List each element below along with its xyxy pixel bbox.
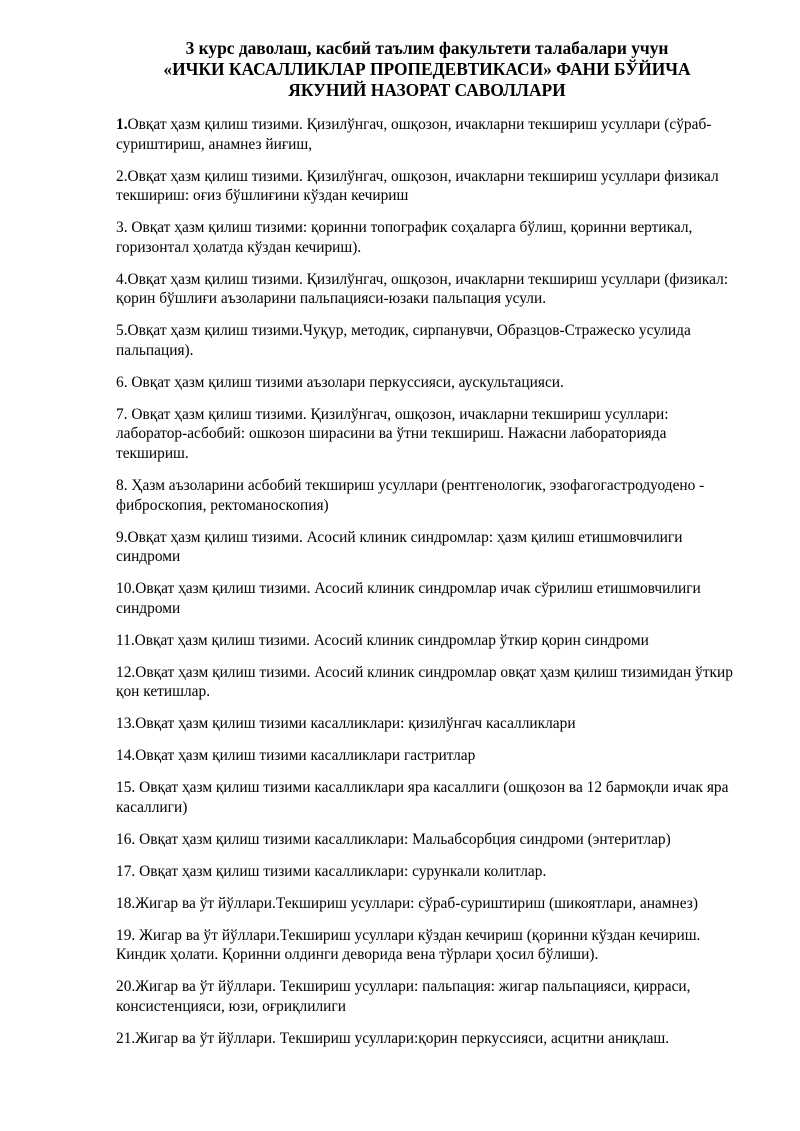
question-text: Овқат ҳазм қилиш тизими. Қизилўнгач, ошқозон, ичакларни текшириш усуллари (физикал: қорин бўшлиғи аъзоларини пальпацияси-юзаки пальпация усули. [116,270,729,308]
question-text: Овқат ҳазм қилиш тизими.Чуқур, методик, сирпанувчи, Образцов-Стражеско усулида пальпация). [116,322,691,359]
question-item [116,218,738,257]
question-text: Овқат ҳазм қилиш тизими. Қизилўнгач, ошқозон, ичакларни текшириш усуллари: лаборатор-асбобий: ошкозон ширасини ва ўтни текшириш. Нажасни лабораторияда текшириш. [116,405,669,463]
question-item [116,894,738,914]
question-number: 12. [116,663,136,681]
question-number: 2. [116,167,128,185]
question-item [116,977,738,1016]
question-text: Жигар ва ўт йўллари. Текшириш усуллари:қорин перкуссияси, асцитни аниқлаш. [135,1030,670,1047]
question-text: Овқат ҳазм қилиш тизими. Асосий клиник синдромлар ичак сўрилиш етишмовчилиги синдроми [116,580,701,617]
question-number: 7. [116,405,132,423]
question-text: Овқат ҳазм қилиш тизими. Асосий клиник синдромлар овқат ҳазм қилиш тизимидан ўткир қон кетишлар. [116,663,733,701]
question-number: 9. [116,528,128,546]
question-text: Жигар ва ўт йўллари. Текшириш усуллари: пальпация: жигар пальпацияси, қирраси, консистенцияси, юзи, оғриқлилиги [116,978,691,1016]
question-item [116,862,738,882]
question-number: 15. [116,779,140,797]
question-item [116,321,738,360]
question-number: 21. [116,1030,136,1047]
question-item [116,778,738,817]
question-number: 4. [116,270,128,288]
question-text: Овқат ҳазм қилиш тизими касалликлари гастритлар [135,747,476,765]
question-text: Овқат ҳазм қилиш тизими. Асосий клиник синдромлар: ҳазм қилиш етишмовчилиги синдроми [116,528,683,566]
question-text: Овқат ҳазм қилиш тизими касалликлари: қизилўнгач касалликлари [135,715,576,733]
question-text: Овқат ҳазм қилиш тизими. Қизилўнгач, ошқозон, ичакларни текшириш усуллари (сўраб-суриштириш, анамнез йиғиш, [116,116,712,153]
question-item [116,270,738,309]
question-number: 18. [116,894,136,912]
question-text: Овқат ҳазм қилиш тизими: қоринни топографик соҳаларга бўлиш, қоринни вертикал, горизонтал ҳолатда кўздан кечириш). [116,219,693,256]
question-number: 8. [116,477,132,495]
question-item [116,528,738,567]
question-number: 19. [116,926,140,944]
question-item [116,926,738,965]
question-number: 20. [116,978,136,996]
question-text: Овқат ҳазм қилиш тизими касалликлари: Мальабсорбция синдроми (энтеритлар) [139,830,671,848]
question-item [116,115,738,154]
question-text: Жигар ва ўт йўллари.Текшириш усуллари: сўраб-суриштириш (шикоятлари, анамнез) [135,894,698,912]
question-text: Ҳазм аъзоларини асбобий текшириш усуллари (рентгенологик, эзофагогастродуодено - фиброскопия, ректоманоскопия) [116,477,705,514]
question-text: Овқат ҳазм қилиш тизими. Асосий клиник синдромлар ўткир қорин синдроми [134,631,649,649]
header-line-1: 3 курс даволаш, касбий таълим факультети талабалари учун [185,38,669,58]
question-item [116,830,738,850]
question-text: Овқат ҳазм қилиш тизими аъзолари перкуссияси, аускультацияси. [131,373,564,391]
question-text: Жигар ва ўт йўллари.Текшириш усуллари кўздан кечириш (қоринни кўздан кечириш. Киндик ҳолати. Қоринни олдинги деворида вена тўрлари ҳосил бўлиши). [116,926,701,964]
question-item [116,476,738,515]
document-header [108,38,746,101]
question-text: Овқат ҳазм қилиш тизими. Қизилўнгач, ошқозон, ичакларни текшириш усуллари физикал текшириш: оғиз бўшлиғини кўздан кечириш [116,167,719,205]
question-number: 13. [116,715,136,733]
question-number: 11. [116,631,135,649]
header-line-2: «ИЧКИ КАСАЛЛИКЛАР ПРОПЕДЕВТИКАСИ» ФАНИ БЎЙИЧА [163,59,691,79]
question-list [116,115,738,1049]
header-line-3: ЯКУНИЙ НАЗОРАТ САВОЛЛАРИ [288,80,566,100]
question-item [116,746,738,766]
question-item [116,663,738,702]
question-item [116,579,738,618]
question-item [116,405,738,464]
question-number: 6. [116,373,132,391]
question-number: 3. [116,219,132,237]
question-item [116,373,738,393]
question-number: 16. [116,830,140,848]
question-text: Овқат ҳазм қилиш тизими касалликлари яра касаллиги (ошқозон ва 12 бармоқли ичак яра касаллиги) [116,779,729,816]
question-item [116,167,738,206]
question-number: 14. [116,747,136,765]
question-number: 5. [116,322,128,340]
question-item [116,714,738,734]
question-item [116,631,738,651]
question-number: 10. [116,580,136,598]
question-number: 1. [116,116,128,133]
question-text: Овқат ҳазм қилиш тизими касалликлари: сурункали колитлар. [139,862,547,880]
question-number: 17. [116,862,140,880]
question-item [116,1029,738,1049]
